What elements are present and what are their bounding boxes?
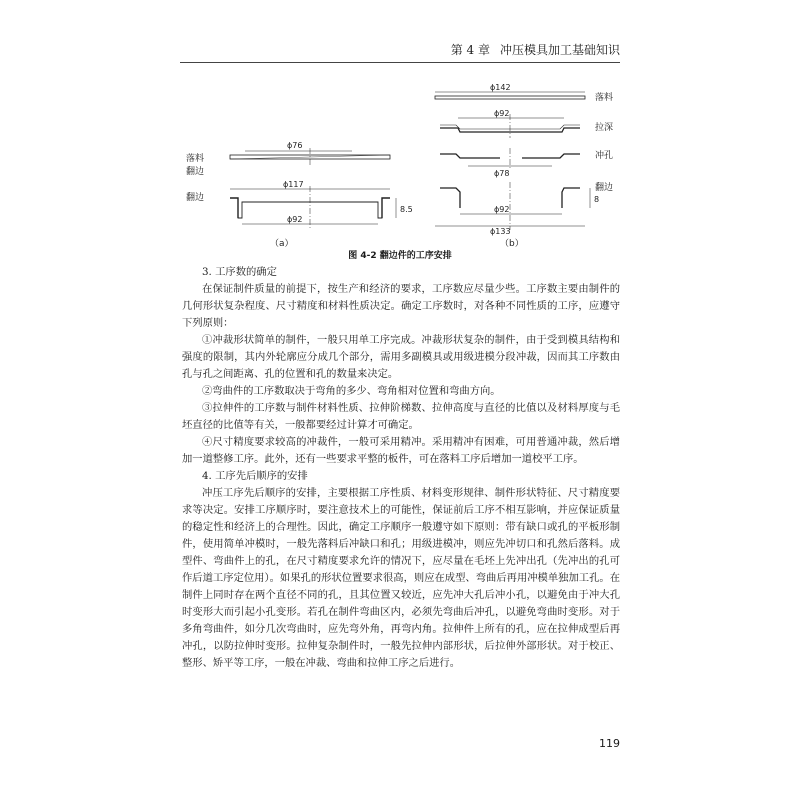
paragraph: ④尺寸精度要求较高的冲裁件，一般可采用精冲。采用精冲有困难，可用普通冲裁，然后增加一道整修工序。此外，还有一些要求平整的板件，可在落料工序后增加一道校平工序。	[182, 436, 620, 465]
subfig-a: （a）	[270, 239, 294, 248]
label-blanking-b: 落料	[595, 93, 614, 103]
paragraph: ②弯曲件的工序数取决于弯角的多少、弯角相对位置和弯曲方向。	[202, 385, 501, 397]
chapter-title: 冲压模具加工基础知识	[499, 43, 620, 57]
dim-142: ϕ142	[490, 83, 511, 92]
dim-height-b: 8	[594, 195, 600, 204]
dim-92-b1: ϕ92	[494, 109, 510, 118]
label-flanging-a2: 翻边	[186, 193, 205, 203]
dim-92-b2: ϕ92	[494, 205, 510, 214]
section-heading-3: 3. 工序数的确定	[202, 266, 277, 278]
running-header	[180, 40, 620, 63]
label-flanging-b: 翻边	[595, 183, 614, 193]
dim-117: ϕ117	[283, 180, 304, 189]
paragraph: 冲压工序先后顺序的安排，主要根据工序性质、材料变形规律、制件形状特征、尺寸精度要求等决定。安排工序顺序时，要注意技术上的可能性，保证前后工序不相互影响，并应保证质量的稳定性和经济上的合理性。因此，确定工序顺序一般遵守如下原则：带有缺口或孔的平板形制件，使用简单冲模时，一般先落料后冲缺口和孔；用级进模冲，则应先冲切口和孔然后落料。成型件、弯曲件上的孔，在尺寸精度要求允许的情况下，应尽量在毛坯上先冲出孔（先冲出的孔可作后道工序定位用）。如果孔的形状位置要求很高，则应在成型、弯曲后再用冲模单独加工孔。在制件上同时存在两个直径不同的孔，且其位置又较近，应先冲大孔后冲小孔，以避免由于冲大孔时变形大而引起小孔变形。若孔在制件弯曲区内，必须先弯曲后冲孔，以避免弯曲时变形。对于多角弯曲件，如分几次弯曲时，应先弯外角，再弯内角。拉伸件上所有的孔，应在拉伸成型后再冲孔，以防拉伸时变形。拉伸复杂制件时，一般先拉伸内部形状，后拉伸外部形状。对于校正、整形、矫平等工序，一般在冲裁、弯曲和拉伸工序之后进行。	[182, 487, 620, 669]
dim-76: ϕ76	[287, 141, 303, 150]
figure-drawing	[150, 78, 630, 248]
figure-4-2	[150, 78, 630, 268]
paragraph: ①冲裁形状简单的制件，一般只用单工序完成。冲裁形状复杂的制件，由于受到模具结构和强度的限制，其内外轮廓应分成几个部分，需用多副模具或用级进模分段冲裁，因而其工序数由孔与孔之间距离、孔的位置和孔的数量来决定。	[182, 334, 620, 380]
dim-78: ϕ78	[494, 169, 510, 178]
blank-plate-b	[435, 96, 585, 99]
label-flanging-a1: 翻边	[186, 167, 205, 177]
dim-133: ϕ133	[490, 227, 511, 236]
chapter-number: 第 4 章	[450, 43, 490, 57]
figure-caption: 图 4-2 翻边件的工序安排	[348, 251, 452, 261]
paragraph: ③拉伸件的工序数与制件材料性质、拉伸阶梯数、拉伸高度与直径的比值以及材料厚度与毛坯直径的比值等有关，一般都要经过计算才可确定。	[182, 402, 620, 431]
section-heading-4: 4. 工序先后顺序的安排	[202, 470, 308, 482]
paragraph: 在保证制件质量的前提下，按生产和经济的要求，工序数应尽量少些。工序数主要由制件的几何形状复杂程度、尺寸精度和材料性质决定。确定工序数时，对各种不同性质的工序，应遵守下列原则：	[182, 283, 620, 329]
dim-height-a: 8.5	[400, 205, 413, 214]
label-blanking-a: 落料	[186, 154, 205, 164]
label-drawing-b: 拉深	[595, 123, 614, 133]
dim-92-a: ϕ92	[287, 215, 303, 224]
label-piercing-b: 冲孔	[595, 151, 614, 161]
subfig-b: （b）	[500, 239, 524, 248]
page-number: 119	[599, 737, 620, 750]
body-text	[182, 264, 620, 672]
